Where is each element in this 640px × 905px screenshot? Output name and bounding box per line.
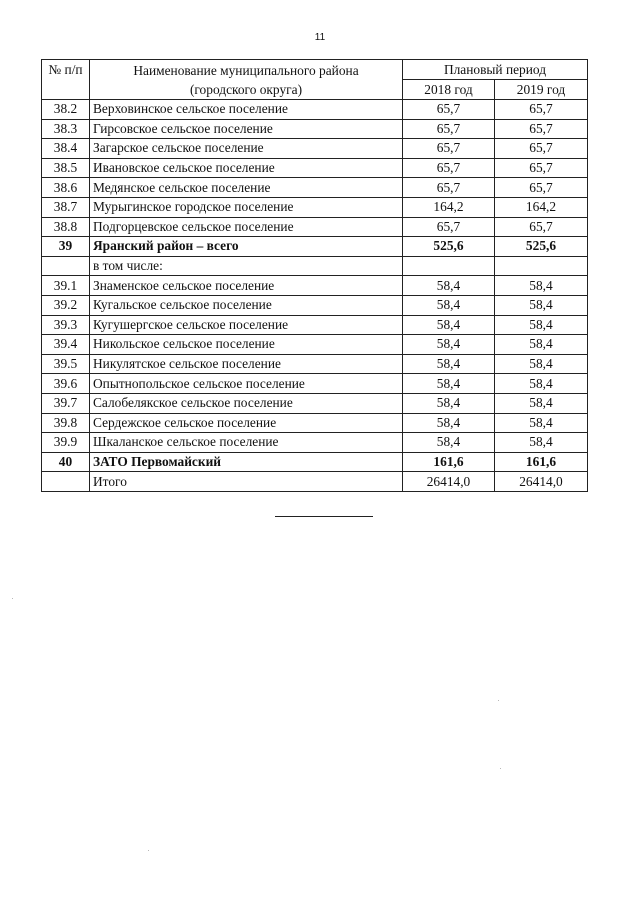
row-value-2019: 58,4 (495, 276, 588, 296)
header-period: Плановый период (403, 60, 588, 80)
table-row (42, 158, 588, 178)
row-value-2018: 58,4 (403, 276, 495, 296)
row-name: Ивановское сельское поселение (90, 158, 403, 178)
table-row (42, 119, 588, 139)
scan-speck (148, 850, 149, 851)
table-row (42, 335, 588, 355)
row-value-2018: 58,4 (403, 374, 495, 394)
row-num (42, 472, 90, 492)
row-value-2019: 65,7 (495, 119, 588, 139)
table-row (42, 100, 588, 120)
row-value-2018: 65,7 (403, 139, 495, 159)
scan-speck (12, 598, 13, 599)
row-num: 39.5 (42, 354, 90, 374)
row-name: Кугушергское сельское поселение (90, 315, 403, 335)
row-num: 39.1 (42, 276, 90, 296)
header-year-2018: 2018 год (403, 80, 495, 100)
table-header-row-1 (42, 60, 588, 80)
row-num: 38.2 (42, 100, 90, 120)
row-value-2018: 58,4 (403, 335, 495, 355)
row-value-2019: 26414,0 (495, 472, 588, 492)
row-value-2019: 65,7 (495, 139, 588, 159)
row-num: 39.7 (42, 393, 90, 413)
row-value-2018 (403, 256, 495, 276)
table-row (42, 178, 588, 198)
row-value-2018: 65,7 (403, 119, 495, 139)
table-row (42, 276, 588, 296)
row-name: в том числе: (90, 256, 403, 276)
row-value-2019: 525,6 (495, 237, 588, 257)
row-value-2019: 164,2 (495, 197, 588, 217)
row-value-2019: 58,4 (495, 393, 588, 413)
table-row (42, 433, 588, 453)
row-value-2019: 58,4 (495, 374, 588, 394)
table-row-zato (42, 452, 588, 472)
table-row-district-total (42, 237, 588, 257)
row-num: 39.8 (42, 413, 90, 433)
row-value-2018: 58,4 (403, 393, 495, 413)
row-value-2019: 65,7 (495, 178, 588, 198)
header-name-line1: Наименование муниципального района (133, 63, 359, 78)
scan-speck (500, 768, 501, 769)
row-name: Кугальское сельское поселение (90, 295, 403, 315)
row-num: 39.6 (42, 374, 90, 394)
row-value-2019: 58,4 (495, 354, 588, 374)
row-name: Никольское сельское поселение (90, 335, 403, 355)
table-row (42, 413, 588, 433)
row-name: Никулятское сельское поселение (90, 354, 403, 374)
row-num: 38.4 (42, 139, 90, 159)
row-value-2019: 58,4 (495, 335, 588, 355)
row-num: 38.3 (42, 119, 90, 139)
row-name: Сердежское сельское поселение (90, 413, 403, 433)
row-name: Мурыгинское городское поселение (90, 197, 403, 217)
row-name: ЗАТО Первомайский (90, 452, 403, 472)
row-name: Итого (90, 472, 403, 492)
row-name: Медянское сельское поселение (90, 178, 403, 198)
row-value-2019: 58,4 (495, 433, 588, 453)
row-num: 39.2 (42, 295, 90, 315)
row-name: Верховинское сельское поселение (90, 100, 403, 120)
row-num: 39 (42, 237, 90, 257)
table-row (42, 295, 588, 315)
page-number: 11 (314, 32, 326, 43)
row-value-2018: 65,7 (403, 217, 495, 237)
row-value-2018: 525,6 (403, 237, 495, 257)
header-num (42, 60, 90, 100)
row-value-2019: 65,7 (495, 100, 588, 120)
row-value-2019: 65,7 (495, 158, 588, 178)
row-value-2018: 65,7 (403, 158, 495, 178)
row-value-2018: 58,4 (403, 354, 495, 374)
row-value-2018: 58,4 (403, 413, 495, 433)
table-row (42, 217, 588, 237)
table-row (42, 393, 588, 413)
row-value-2018: 65,7 (403, 100, 495, 120)
row-value-2018: 58,4 (403, 433, 495, 453)
row-value-2019: 58,4 (495, 295, 588, 315)
table-row (42, 354, 588, 374)
header-name (90, 60, 403, 100)
table-row (42, 315, 588, 335)
row-value-2018: 58,4 (403, 315, 495, 335)
row-value-2018: 26414,0 (403, 472, 495, 492)
header-name-line2: (городского округа) (189, 82, 303, 97)
row-name: Гирсовское сельское поселение (90, 119, 403, 139)
table-row (42, 197, 588, 217)
row-name: Салобелякское сельское поселение (90, 393, 403, 413)
table-row-subheading (42, 256, 588, 276)
table-row-grand-total (42, 472, 588, 492)
row-name: Знаменское сельское поселение (90, 276, 403, 296)
row-name: Яранский район – всего (90, 237, 403, 257)
row-value-2019: 58,4 (495, 413, 588, 433)
row-name: Подгорцевское сельское поселение (90, 217, 403, 237)
row-name: Опытнопольское сельское поселение (90, 374, 403, 394)
row-value-2019 (495, 256, 588, 276)
row-num: 38.7 (42, 197, 90, 217)
row-value-2018: 164,2 (403, 197, 495, 217)
row-name: Шкаланское сельское поселение (90, 433, 403, 453)
row-num: 38.8 (42, 217, 90, 237)
row-num: 39.3 (42, 315, 90, 335)
scan-speck (498, 700, 499, 701)
row-num: 40 (42, 452, 90, 472)
row-num: 38.6 (42, 178, 90, 198)
budget-table (41, 59, 588, 492)
row-value-2019: 65,7 (495, 217, 588, 237)
row-name: Загарское сельское поселение (90, 139, 403, 159)
row-value-2018: 58,4 (403, 295, 495, 315)
row-num: 38.5 (42, 158, 90, 178)
end-divider-line (275, 516, 373, 517)
row-num: 39.4 (42, 335, 90, 355)
row-num (42, 256, 90, 276)
row-value-2018: 161,6 (403, 452, 495, 472)
row-num: 39.9 (42, 433, 90, 453)
table-row (42, 374, 588, 394)
row-value-2019: 58,4 (495, 315, 588, 335)
header-year-2019: 2019 год (495, 80, 588, 100)
row-value-2018: 65,7 (403, 178, 495, 198)
table-row (42, 139, 588, 159)
header-num-label: № п/п (48, 62, 83, 77)
row-value-2019: 161,6 (495, 452, 588, 472)
